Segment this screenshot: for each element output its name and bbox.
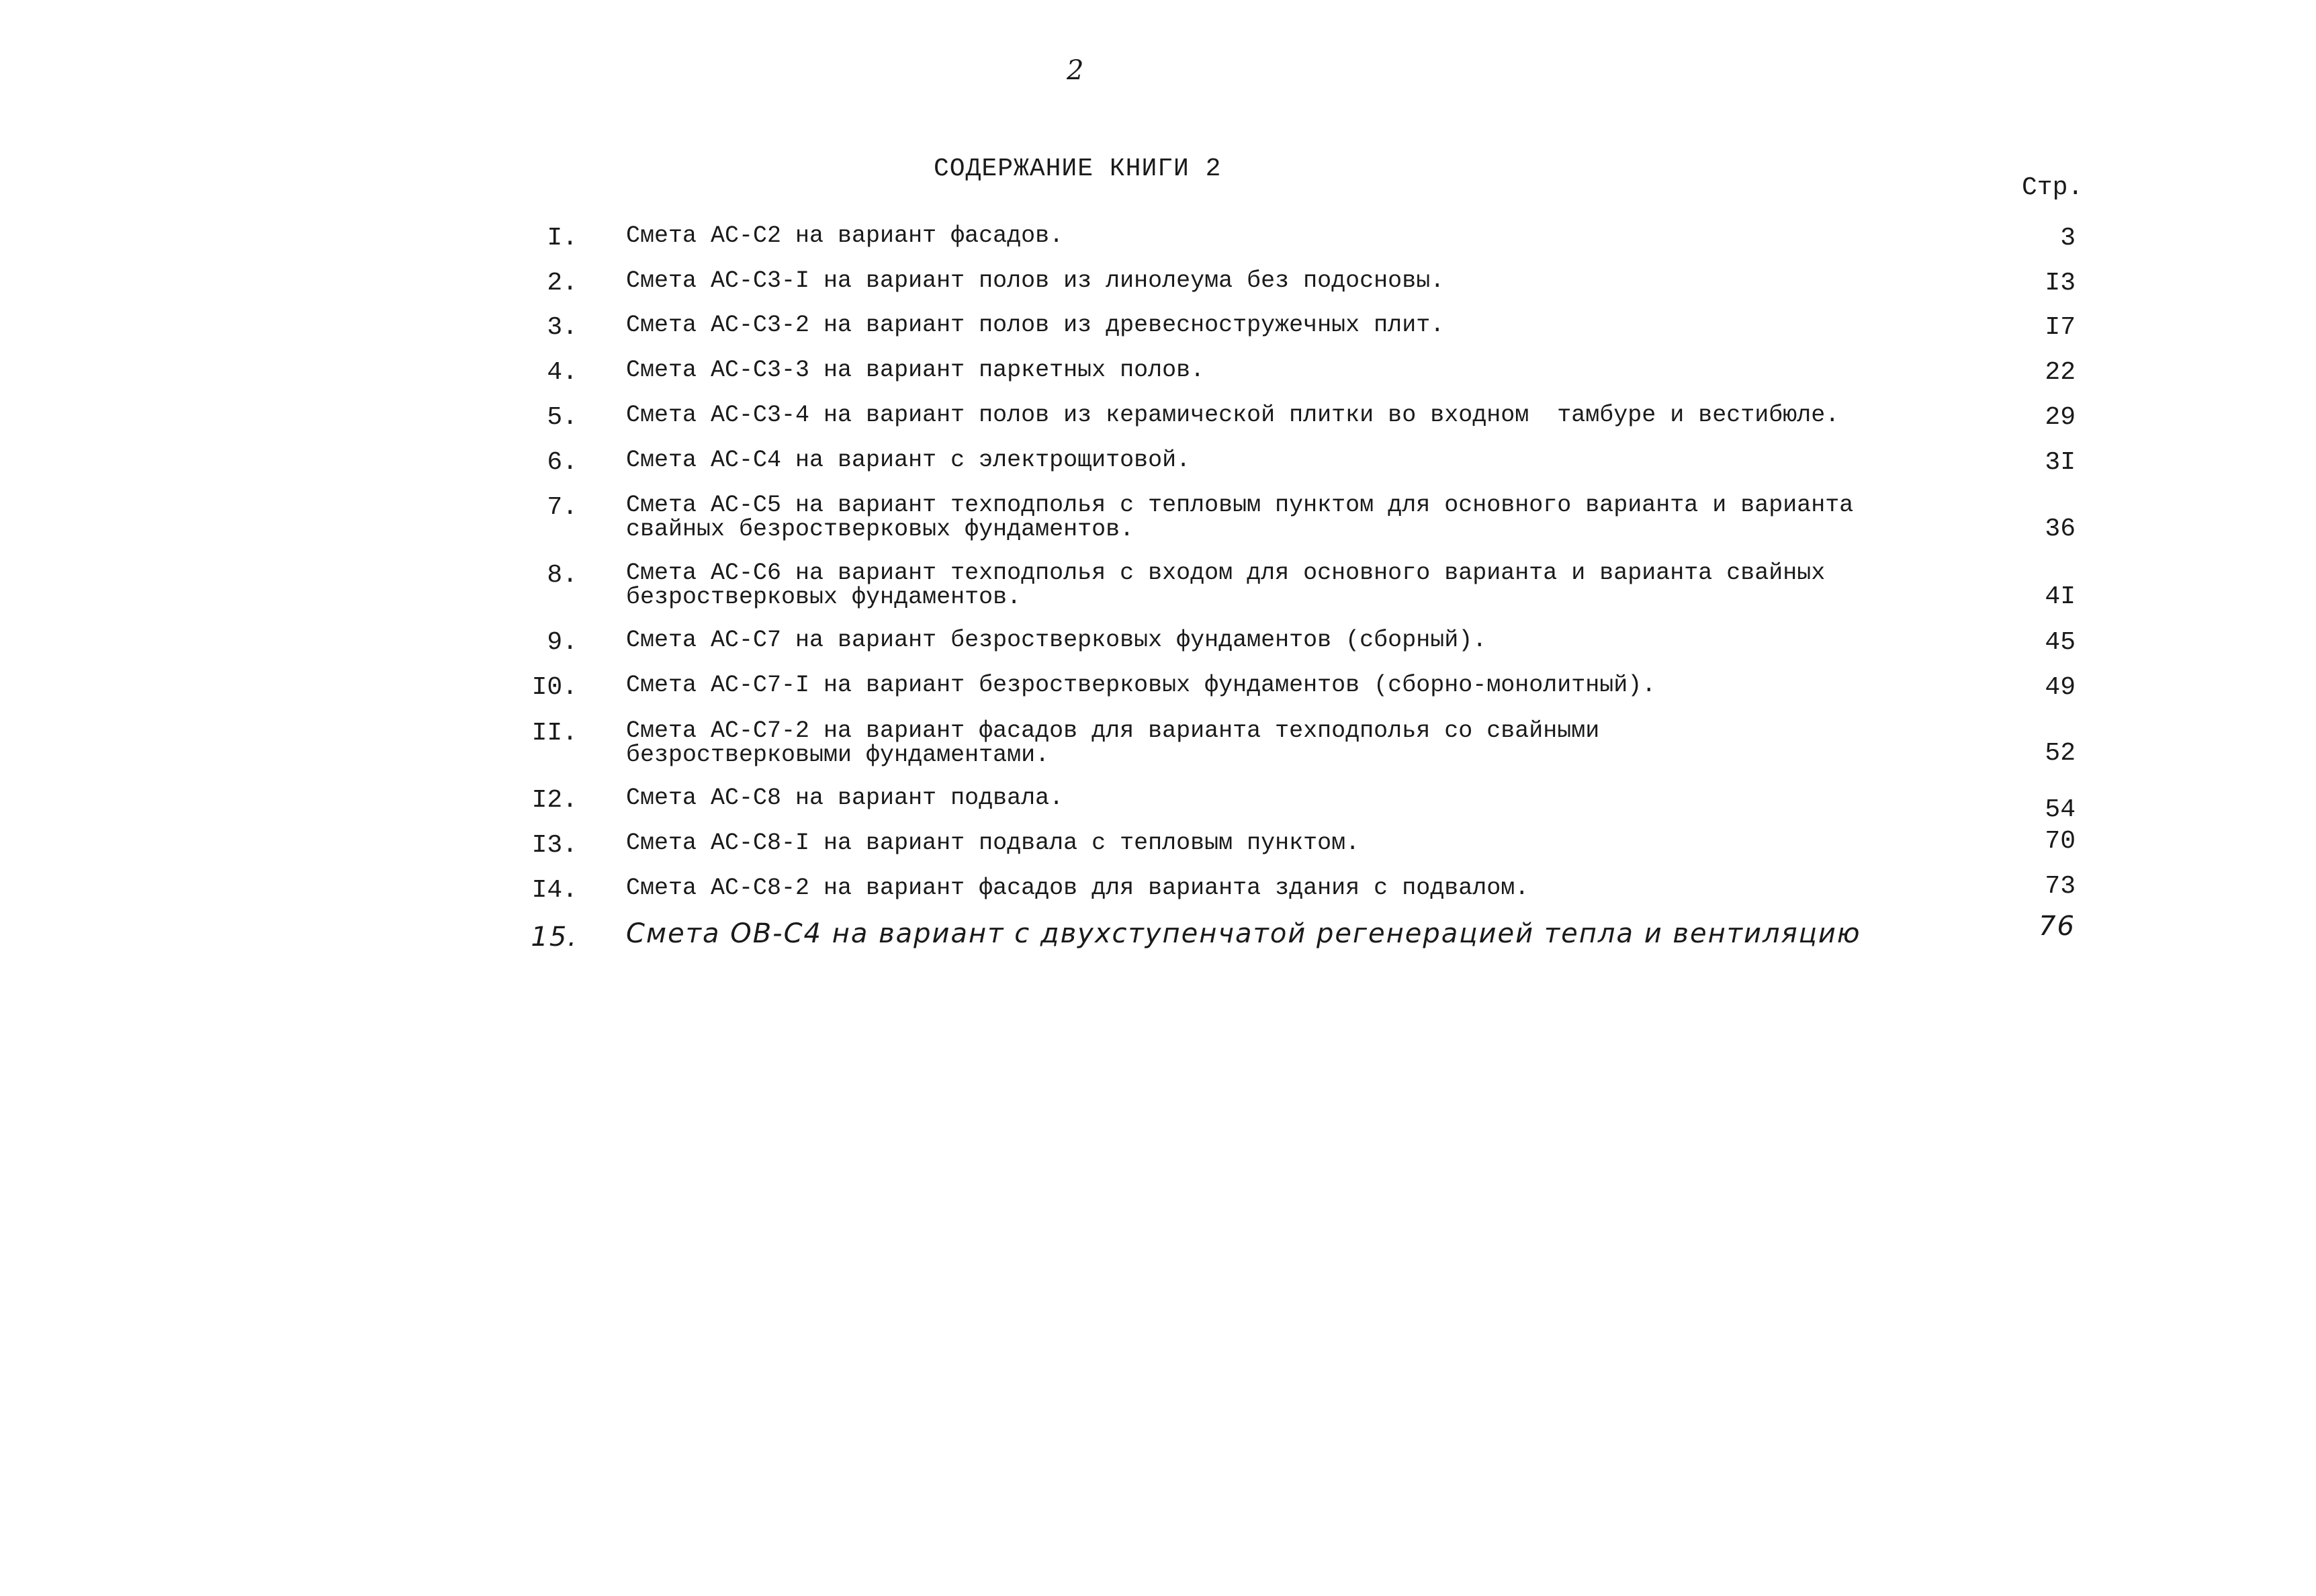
- toc-entry-page: 22: [2045, 358, 2076, 387]
- toc-entry-title: Смета АС-С7 на вариант безростверковых фундаментов (сборный).: [626, 627, 1487, 654]
- toc-entry-number: I0.: [531, 673, 578, 702]
- toc-entry-number: 8.: [547, 561, 578, 590]
- toc-entry-number: 7.: [547, 493, 578, 522]
- toc-entry-number: 6.: [547, 448, 578, 477]
- toc-entry-page: 70: [2045, 827, 2076, 856]
- toc-entry-number: 4.: [547, 358, 578, 387]
- toc-entry-number: I.: [547, 224, 578, 253]
- toc-entry-number: II.: [531, 719, 578, 748]
- toc-title: СОДЕРЖАНИЕ КНИГИ 2: [934, 154, 1222, 183]
- toc-entry-page: 29: [2045, 403, 2076, 432]
- toc-entry-number: 9.: [547, 628, 578, 657]
- toc-entry-title: Смета АС-С5 на вариант техподполья с тепловым пунктом для основного варианта и варианта свайных безростверковых фундаментов.: [626, 492, 1854, 543]
- toc-entry-page: 4I: [2045, 582, 2076, 611]
- page-column-header: Стр.: [2022, 173, 2084, 202]
- toc-entry-number: I3.: [531, 831, 578, 860]
- toc-entry-page: 3: [2060, 224, 2076, 253]
- toc-entry-number: I4.: [531, 876, 578, 905]
- toc-entry-title: Смета АС-С3-2 на вариант полов из древесностружечных плит.: [626, 312, 1445, 339]
- toc-entry-title: Смета АС-С3-I на вариант полов из линолеума без подосновы.: [626, 267, 1445, 294]
- toc-entry-title: Смета АС-С3-4 на вариант полов из керамической плитки во входном тамбуре и вестибюле.: [626, 402, 1840, 429]
- toc-entry-page: I7: [2045, 313, 2076, 342]
- toc-entry-title: Смета АС-С8 на вариант подвала.: [626, 785, 1064, 811]
- toc-entry-page: I3: [2045, 269, 2076, 298]
- toc-entry-page: 36: [2045, 515, 2076, 543]
- toc-entry-number: 2.: [547, 269, 578, 298]
- toc-entry-title: Смета АС-С3-3 на вариант паркетных полов.: [626, 357, 1205, 384]
- toc-entry-page: 52: [2045, 739, 2076, 768]
- toc-entry-page: 73: [2045, 872, 2076, 901]
- toc-entry-number: 3.: [547, 313, 578, 342]
- toc-entry-title: Смета АС-С2 на вариант фасадов.: [626, 222, 1064, 249]
- toc-entry-number: 5.: [547, 403, 578, 432]
- toc-entry-page: 3I: [2045, 448, 2076, 477]
- toc-entry-title: Смета АС-С8-2 на вариант фасадов для варианта здания с подвалом.: [626, 875, 1529, 901]
- toc-entry-number: I2.: [531, 786, 578, 815]
- toc-entry-page: 45: [2045, 628, 2076, 657]
- page-number: 2: [1067, 55, 1084, 86]
- toc-entry-number: 15.: [531, 922, 578, 952]
- toc-entry-title: Смета АС-С7-I на вариант безростверковых фундаментов (сборно-монолитный).: [626, 672, 1656, 699]
- toc-entry-page: 76: [2039, 911, 2076, 942]
- toc-entry-title: Смета АС-С8-I на вариант подвала с тепловым пунктом.: [626, 830, 1360, 856]
- toc-entry-title: Смета АС-С6 на вариант техподполья с входом для основного варианта и варианта свайных безростверковых фундаментов.: [626, 560, 1826, 611]
- toc-entry-page: 54: [2045, 795, 2076, 824]
- toc-entry-title: Смета АС-С7-2 на вариант фасадов для варианта техподполья со свайными безростверковыми фундаментами.: [626, 717, 1600, 768]
- toc-entry-title: Смета АС-С4 на вариант с электрощитовой.: [626, 447, 1191, 474]
- toc-entry-title: Смета ОВ-С4 на вариант с двухступенчатой регенерацией тепла и вентиляцию: [626, 918, 1861, 949]
- toc-entry-page: 49: [2045, 673, 2076, 702]
